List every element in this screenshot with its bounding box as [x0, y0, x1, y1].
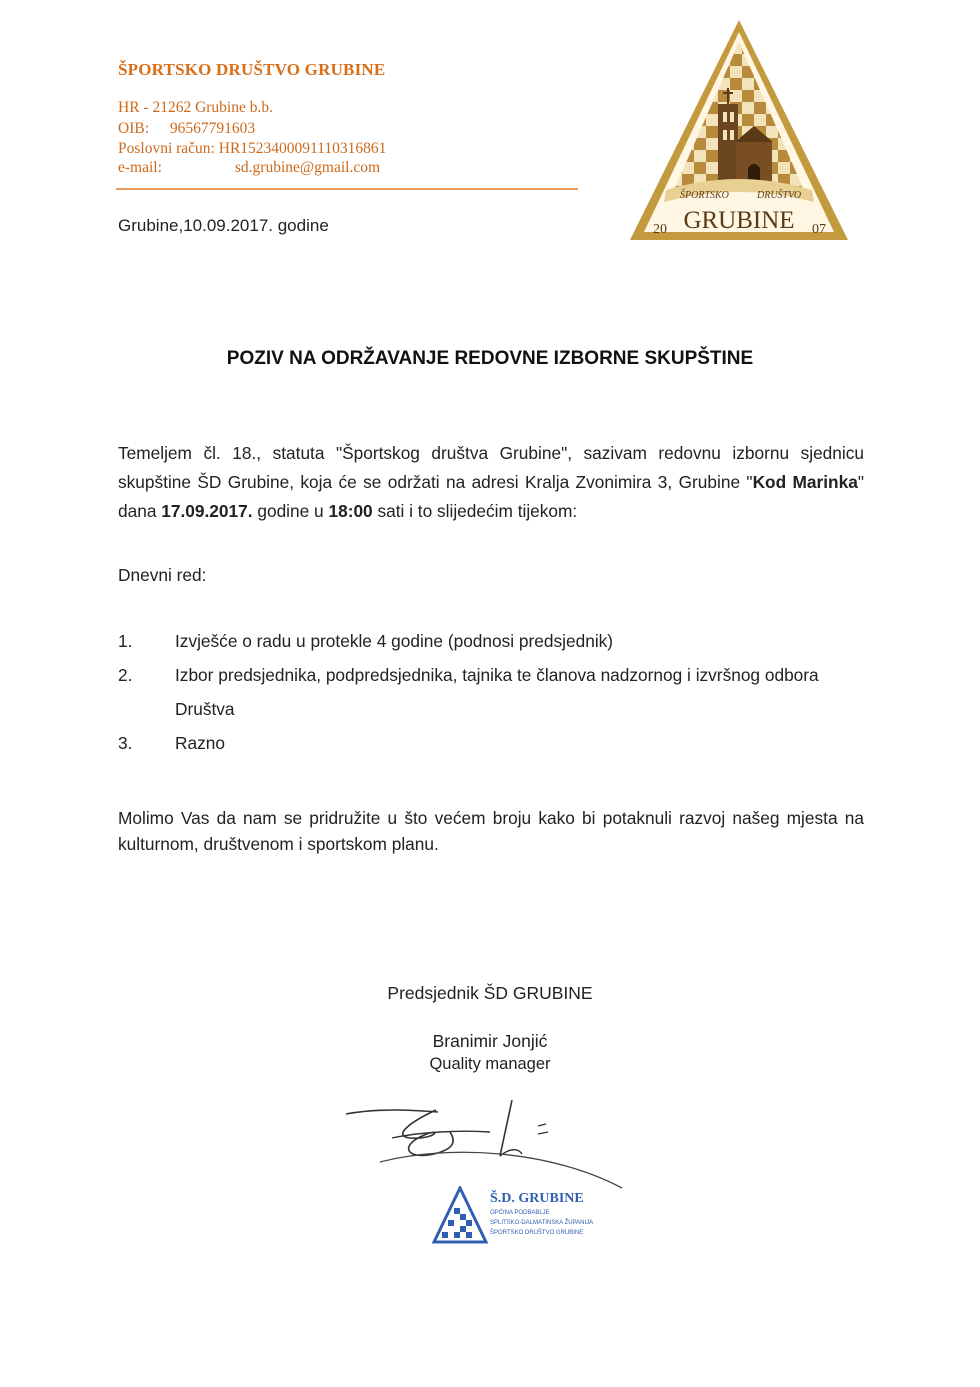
letter-date: Grubine,10.09.2017. godine [118, 216, 329, 235]
intro-part1: Temeljem čl. 18., statuta "Športskog društva Grubine", sazivam redovnu izbornu sjednicu skupštine ŠD Grubine, koja će se održati na adresi Kralja Zvonimira 3, Grubine " [118, 443, 864, 492]
org-address: HR - 21262 Grubine b.b. [118, 99, 273, 116]
closing-paragraph: Molimo Vas da nam se pridružite u što većem broju kako bi potaknuli razvoj našeg mjesta na kulturnom, društvenom i sportskom planu. [118, 808, 864, 854]
letterhead-divider [116, 188, 578, 190]
agenda-item-text: Izbor predsjednika, podpredsjednika, tajnika te članova nadzornog i izvršnog odbora Društva [175, 665, 819, 719]
logo-arc-left: ŠPORTSKO [680, 190, 729, 201]
signatory-name: Branimir Jonjić [432, 1031, 548, 1051]
oib-value: 96567791603 [169, 120, 256, 137]
email-value: sd.grubine@gmail.com [234, 159, 381, 176]
signatory-title: Quality manager [429, 1055, 551, 1073]
email-label: e-mail: [118, 159, 162, 176]
document-title: POZIV NA ODRŽAVANJE REDOVNE IZBORNE SKUPŠTINE [226, 348, 754, 369]
agenda-item-text: Razno [175, 733, 225, 753]
logo-year-left: 20 [653, 222, 667, 237]
agenda-item-text: Izvješće o radu u protekle 4 godine (podnosi predsjednik) [175, 631, 614, 651]
official-stamp [432, 1186, 602, 1248]
account-label: Poslovni račun: [118, 140, 215, 157]
stamp-line1: OPĆINA PODBABLJE [490, 1210, 550, 1216]
org-email [118, 159, 380, 177]
org-oib [118, 120, 255, 138]
agenda-item-number: 3. [118, 733, 133, 753]
agenda-item-number: 1. [118, 631, 133, 651]
logo-arc-right: DRUŠTVO [757, 190, 802, 201]
agenda-label: Dnevni red: [118, 565, 207, 585]
stamp-name: Š.D. GRUBINE [490, 1191, 584, 1206]
intro-date: 17.09.2017. [161, 501, 253, 521]
stamp-line3: ŠPORTSKO DRUŠTVO GRUBINE [490, 1230, 584, 1236]
agenda-item-number: 2. [118, 665, 133, 685]
intro-paragraph [118, 439, 864, 526]
intro-part2: " dana [118, 472, 864, 521]
signatory-role: Predsjednik ŠD GRUBINE [387, 983, 593, 1003]
intro-part3: godine u [252, 501, 329, 521]
logo-year-right: 07 [812, 222, 826, 237]
intro-part4: sati i to slijedećim tijekom: [372, 501, 578, 521]
intro-venue: Kod Marinka [752, 472, 858, 492]
club-logo [622, 18, 856, 246]
intro-time: 18:00 [328, 501, 373, 521]
logo-name: GRUBINE [683, 207, 795, 234]
org-account [118, 140, 386, 158]
account-value: HR1523400091110316861 [218, 140, 387, 157]
oib-label: OIB: [118, 120, 149, 137]
stamp-line2: SPLITSKO-DALMATINSKA ŽUPANIJA [490, 1220, 594, 1226]
org-name: ŠPORTSKO DRUŠTVO GRUBINE [118, 60, 386, 79]
